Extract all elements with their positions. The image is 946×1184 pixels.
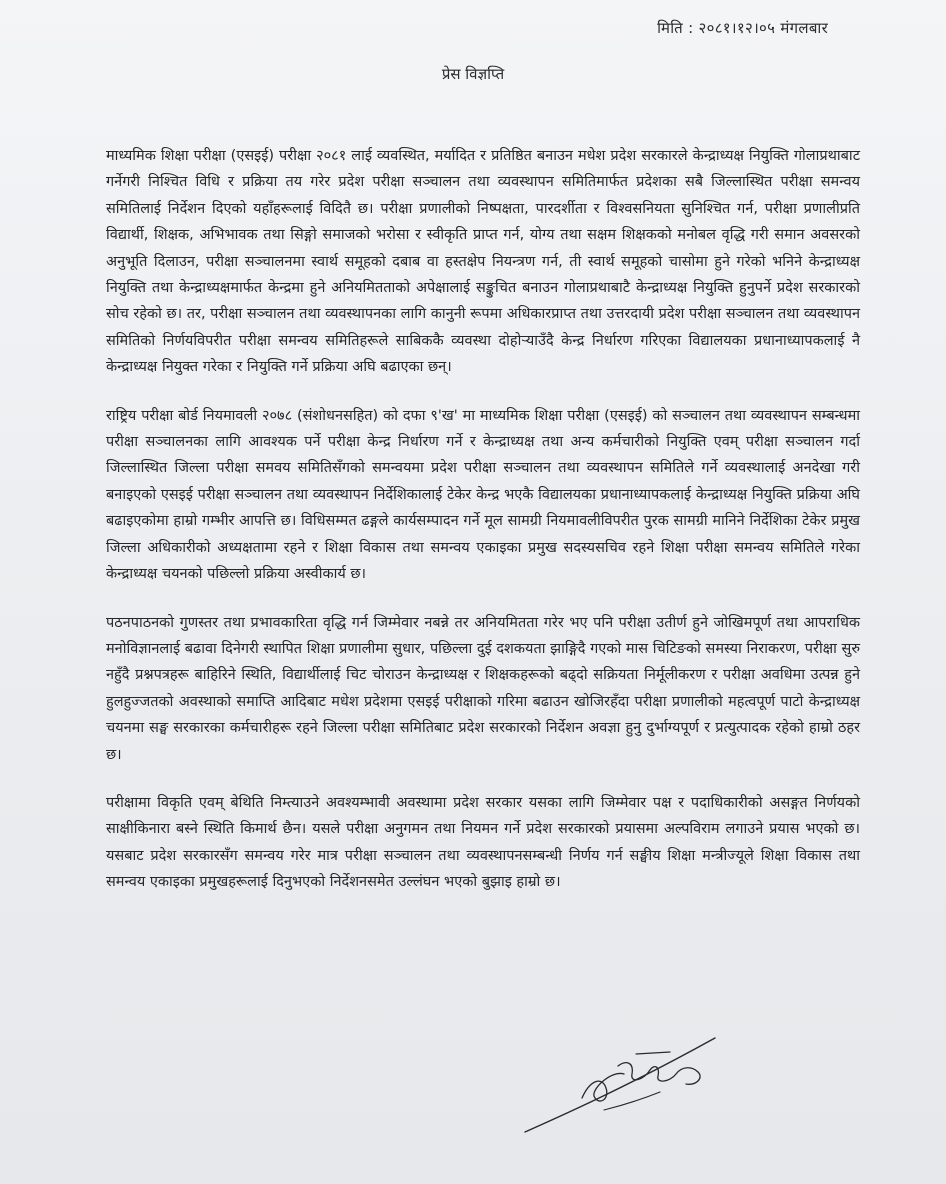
document-body [106, 143, 860, 918]
paragraph-2: राष्ट्रिय परीक्षा बोर्ड नियमावली २०७८ (संशोधनसहित) को दफा ९'ख' मा माध्यमिक शिक्षा परीक्षा (एसइई) को सञ्चालन तथा व्यवस्थापन सम्बन्धमा परीक्षा सञ्चालनका लागि आवश्यक पर्ने परीक्षा केन्द्र निर्धारण गर्ने र केन्द्राध्यक्ष तथा अन्य कर्मचारीको नियुक्ति एवम् परीक्षा सञ्चालन गर्दा जिल्लास्थित जिल्ला परीक्षा समवय समितिसँगको समन्वयमा प्रदेश परीक्षा सञ्चालन तथा व्यवस्थापन समितिले गर्ने व्यवस्थालाई अनदेखा गरी बनाइएको एसइई परीक्षा सञ्चालन तथा व्यवस्थापन निर्देशिकालाई टेकेर केन्द्र भएकै विद्यालयका प्रधानाध्यापकलाई केन्द्राध्यक्ष नियुक्ति प्रक्रिया अघि बढाइएकोमा हाम्रो गम्भीर आपत्ति छ। विधिसम्मत ढङ्गले कार्यसम्पादन गर्ने मूल सामग्री नियमावलीविपरीत पुरक सामग्री मानिने निर्देशिका टेकेर प्रमुख जिल्ला अधिकारीको अध्यक्षतामा रहने र शिक्षा विकास तथा समन्वय एकाइका प्रमुख सदस्यसचिव रहने शिक्षा परीक्षा समन्वय समितिले गरेका केन्द्राध्यक्ष चयनको पछिल्लो प्रक्रिया अस्वीकार्य छ। [106, 407, 860, 583]
date-line: मिति : २०८१।१२।०५ मंगलबार [657, 19, 828, 37]
paragraph-4: परीक्षामा विकृति एवम् बेथिति निम्त्याउने अवश्यम्भावी अवस्थामा प्रदेश सरकार यसका लागि जिम्मेवार पक्ष र पदाधिकारीको असङ्गत निर्णयको साक्षीकिनारा बस्ने स्थिति किमार्थ छैन। यसले परीक्षा अनुगमन तथा नियमन गर्ने प्रदेश सरकारको प्रयासमा अल्पविराम लगाउने प्रयास भएको छ। यसबाट प्रदेश सरकारसँग समन्वय गरेर मात्र परीक्षा सञ्चालन तथा व्यवस्थापनसम्बन्धी निर्णय गर्न सङ्घीय शिक्षा मन्त्रीज्यूले शिक्षा विकास तथा समन्वय एकाइका प्रमुखहरूलाई दिनुभएको निर्देशनसमेत उल्लंघन भएको बुझाइ हाम्रो छ। [106, 794, 860, 891]
paragraph-1: माध्यमिक शिक्षा परीक्षा (एसइई) परीक्षा २०८१ लाई व्यवस्थित, मर्यादित र प्रतिष्ठित बनाउन मधेश प्रदेश सरकारले केन्द्राध्यक्ष नियुक्ति गोलाप्रथाबाट गर्नेगरी निश्चित विधि र प्रक्रिया तय गरेर प्रदेश परीक्षा सञ्चालन तथा व्यवस्थापन समितिमार्फत प्रदेशका सबै जिल्लास्थित परीक्षा समन्वय समितिलाई निर्देशन दिएको यहाँहरूलाई विदितै छ। परीक्षा प्रणालीको निष्पक्षता, पारदर्शीता र विश्वसनियता सुनिश्चित गर्न, परीक्षा प्रणालीप्रति विद्यार्थी, शिक्षक, अभिभावक तथा सिङ्गो समाजको भरोसा र स्वीकृति प्राप्त गर्न, योग्य तथा सक्षम शिक्षकको मनोबल वृद्धि गरी समान अवसरको अनुभूति दिलाउन, परीक्षा सञ्चालनमा स्वार्थ समूहको दबाब वा हस्तक्षेप नियन्त्रण गर्न, ती स्वार्थ समूहको चासोमा हुने गरेको भनिने केन्द्राध्यक्ष नियुक्ति तथा केन्द्राध्यक्षमार्फत केन्द्रमा हुने अनियमितताको अपेक्षालाई सङ्कुचित बनाउन गोलाप्रथाबाटै केन्द्राध्यक्ष नियुक्ति हुनुपर्ने प्रदेश सरकारको सोच रहेको छ। तर, परीक्षा सञ्चालन तथा व्यवस्थापनका लागि कानुनी रूपमा अधिकारप्राप्त तथा उत्तरदायी प्रदेश परीक्षा सञ्चालन तथा व्यवस्थापन समितिको निर्णयविपरीत परीक्षा समन्वय समितिहरूले साबिककै व्यवस्था दोहोर्‍याउँदै केन्द्र निर्धारण गरिएका विद्यालयका प्रधानाध्यापकलाई नै केन्द्राध्यक्ष नियुक्त गरेका र नियुक्ति गर्ने प्रक्रिया अघि बढाएका छन्। [106, 148, 861, 376]
document-title: प्रेस विज्ञप्ति [441, 65, 505, 83]
paragraph-3: पठनपाठनको गुणस्तर तथा प्रभावकारिता वृद्धि गर्न जिम्मेवार नबन्ने तर अनियमितता गरेर भए पनि परीक्षा उतीर्ण हुने जोखिमपूर्ण तथा आपराधिक मनोविज्ञानलाई बढावा दिनेगरी स्थापित शिक्षा प्रणालीमा सुधार, पछिल्ला दुई दशकयता झाङ्गिदै गएको मास चिटिङको समस्या निराकरण, परीक्षा सुरु नहुँदै प्रश्नपत्रहरू बाहिरिने स्थिति, विद्यार्थीलाई चिट चोराउन केन्द्राध्यक्ष र शिक्षकहरूको बढ्दो सक्रियता निर्मूलीकरण र परीक्षा अवधिमा उत्पन्न हुने हुलहुज्जतको अवस्थाको समाप्ति आदिबाट मधेश प्रदेशमा एसइई परीक्षाको गरिमा बढाउन खोजिरहँदा परीक्षा प्रणालीको महत्वपूर्ण पाटो केन्द्राध्यक्ष चयनमा सङ्घ सरकारका कर्मचारीहरू रहने जिल्ला परीक्षा समितिबाट प्रदेश सरकारको निर्देशन अवज्ञा हुनु दुर्भाग्यपूर्ण र प्रत्युत्पादक रहेको हाम्रो ठहर छ। [106, 614, 860, 763]
handwritten-signature [520, 1030, 720, 1140]
